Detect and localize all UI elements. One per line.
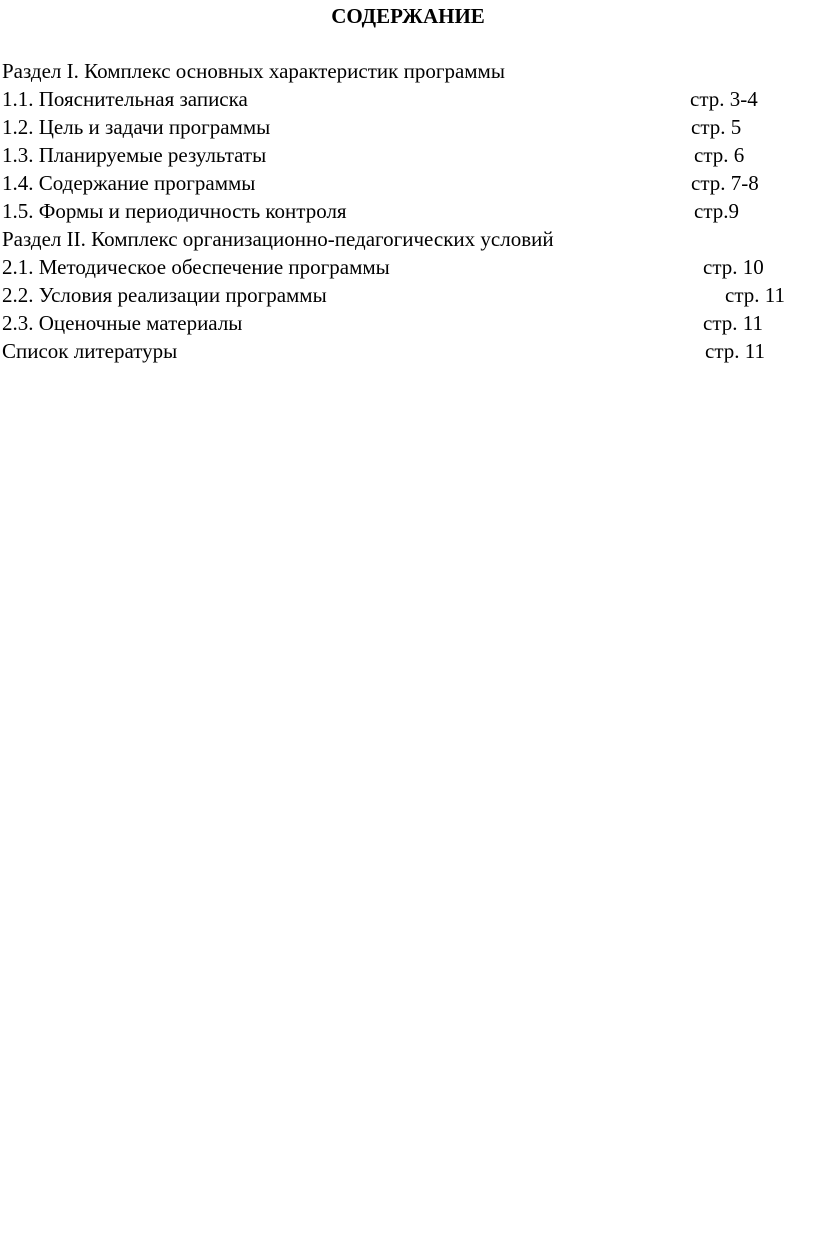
toc-entry-label: 1.5. Формы и периодичность контроля (2, 199, 347, 223)
toc-entry-label: 1.4. Содержание программы (2, 171, 256, 195)
toc-entry-page: стр. 11 (705, 339, 765, 363)
toc-entry-page: стр. 11 (725, 283, 785, 307)
toc-entry-page: стр.9 (694, 199, 740, 223)
toc-entry-label: 2.1. Методическое обеспечение программы (2, 255, 390, 279)
toc-entry-page: стр. 10 (703, 255, 764, 279)
toc-entry-label: 1.1. Пояснительная записка (2, 87, 248, 111)
toc-entry-page: стр. 5 (691, 115, 742, 139)
toc-entry-page: стр. 3-4 (690, 87, 758, 111)
toc-section-heading (2, 226, 812, 253)
toc-entry-page: стр. 7-8 (691, 171, 759, 195)
toc-entry (2, 282, 812, 309)
toc-entry-page: стр. 11 (703, 311, 763, 335)
toc-entry (2, 198, 812, 225)
toc-entry-label: 2.2. Условия реализации программы (2, 283, 327, 307)
toc-entry (2, 254, 812, 281)
toc-entry (2, 310, 812, 337)
toc-entry (2, 86, 812, 113)
toc-entry-label: Раздел I. Комплекс основных характеристик программы (2, 59, 505, 83)
toc-entry-label: 2.3. Оценочные материалы (2, 311, 243, 335)
toc-entry (2, 170, 812, 197)
toc-title: СОДЕРЖАНИЕ (331, 4, 485, 28)
toc-entry-label: Список литературы (2, 339, 178, 363)
toc-entry-label: 1.3. Планируемые результаты (2, 143, 267, 167)
toc-section-heading (2, 58, 812, 85)
toc-entry-page: стр. 6 (694, 143, 745, 167)
toc-entry (2, 114, 812, 141)
toc-entry-label: 1.2. Цель и задачи программы (2, 115, 271, 139)
toc-entry (2, 338, 812, 365)
toc-entry (2, 142, 812, 169)
toc-entry-label: Раздел II. Комплекс организационно-педагогических условий (2, 227, 554, 251)
